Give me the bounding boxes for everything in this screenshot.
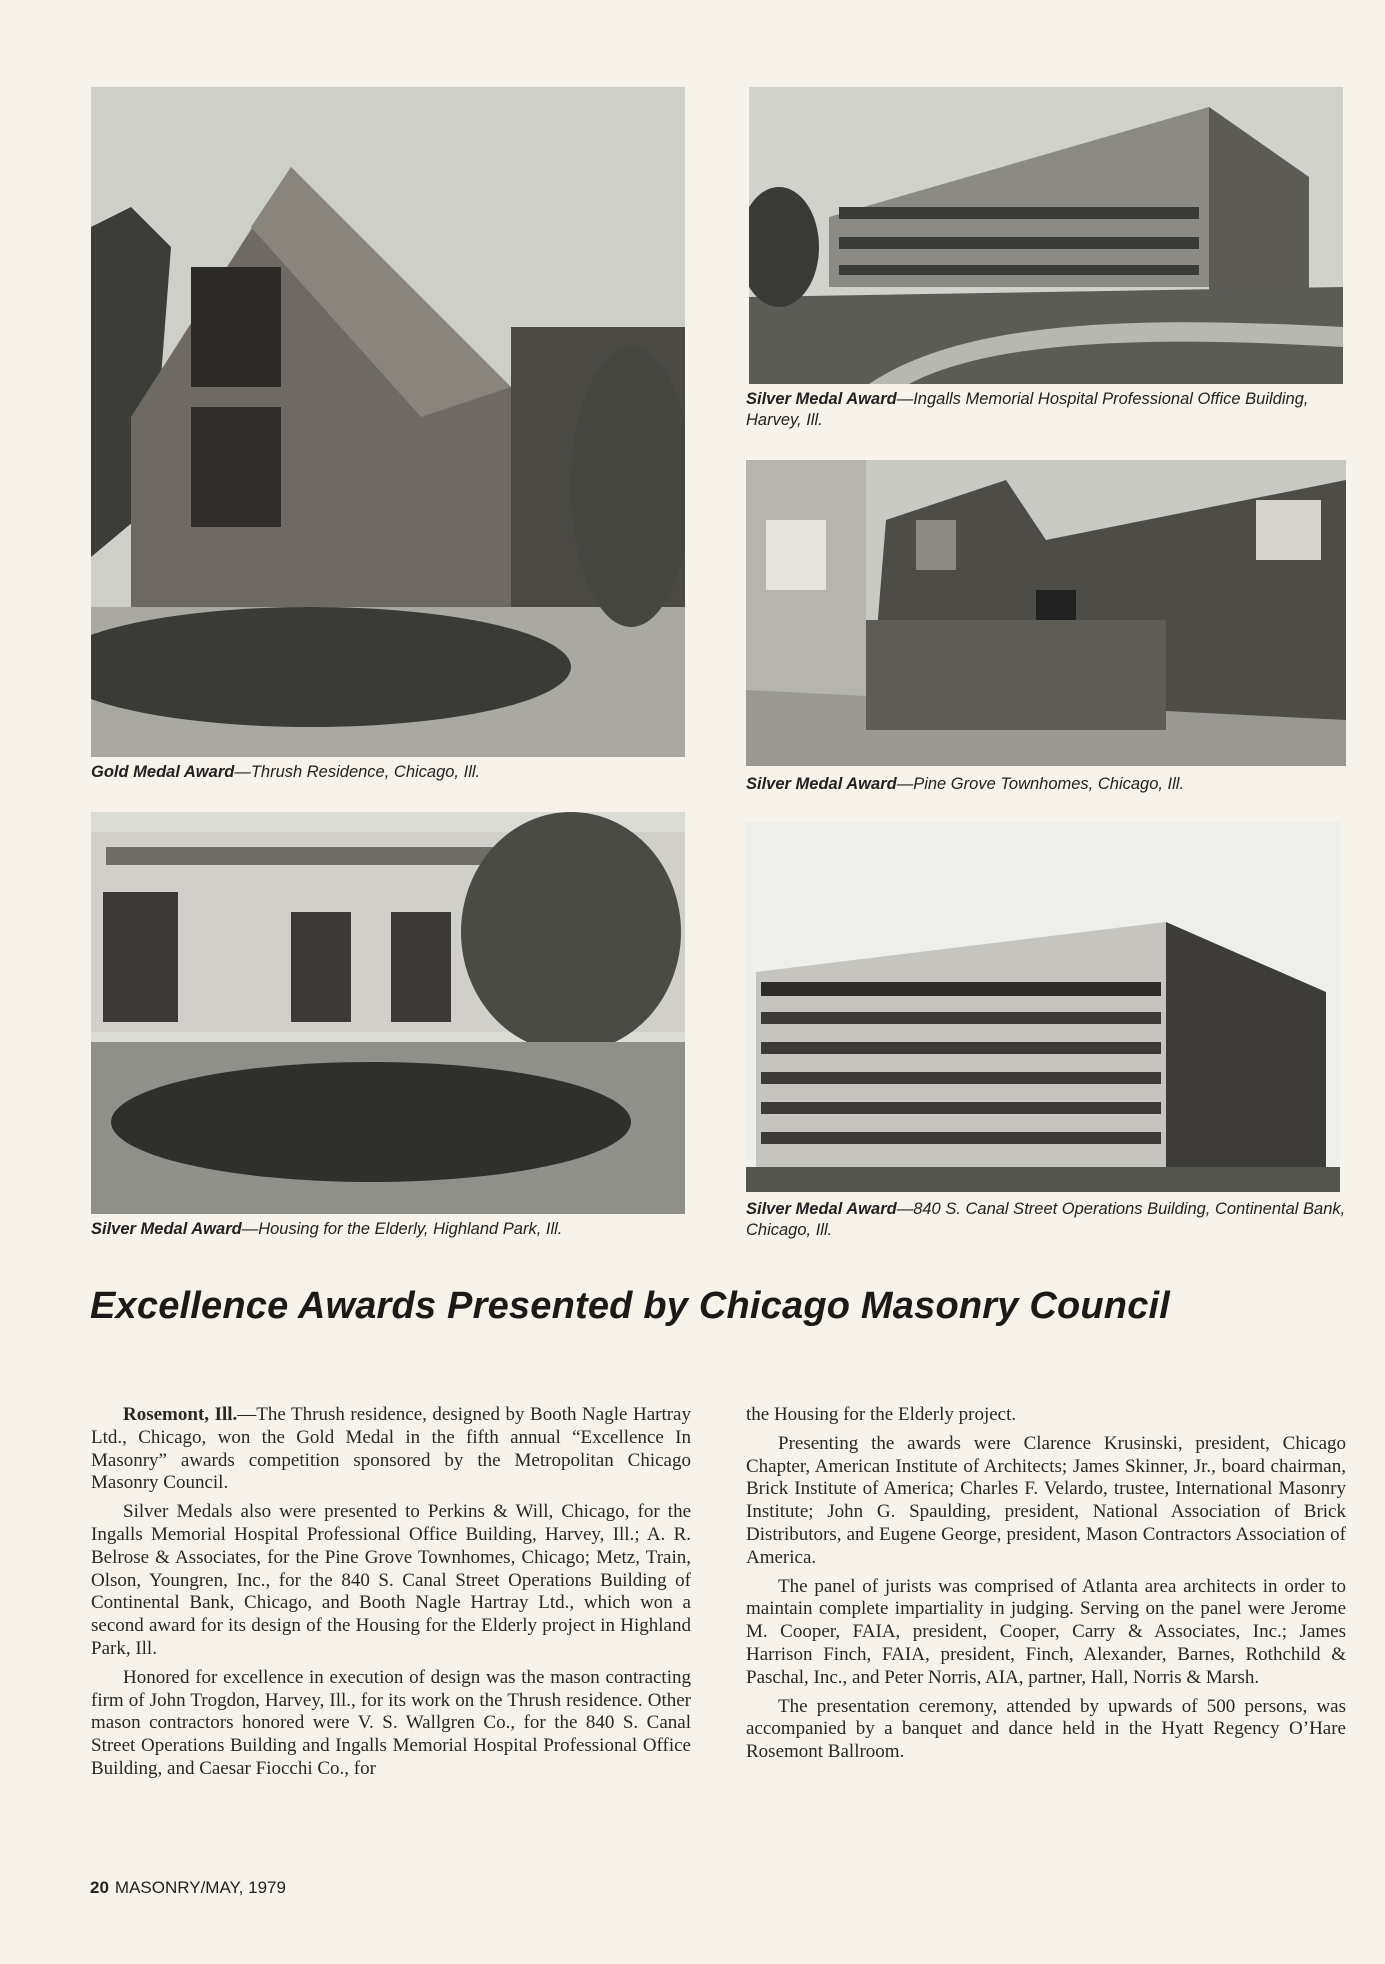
photo-canal-street-building	[746, 822, 1340, 1192]
caption-housing-elderly: Silver Medal Award—Housing for the Elderly, Highland Park, Ill.	[91, 1220, 563, 1238]
dateline: Rosemont, Ill.	[123, 1404, 238, 1425]
photo-ingalls-building	[749, 87, 1343, 384]
article-paragraph: Silver Medals also were presented to Perkins & Will, Chicago, for the Ingalls Memorial Hospital Professional Office Building, Harvey, Ill.; A. R. Belrose & Associates, for the Pine Grove Townhomes, Chicago; Metz, Train, Olson, Youngren, Inc., for the 840 S. Canal Street Operations Building of Continental Bank, Chicago, and Booth Nagle Hartray Ltd., which won a second award for its design of the Housing for the Elderly project in Highland Park, Ill.	[91, 1501, 691, 1659]
caption-thrush-residence: Gold Medal Award—Thrush Residence, Chicago, Ill.	[91, 763, 481, 781]
publication-info: MASONRY/MAY, 1979	[114, 1878, 286, 1897]
caption-canal-street-building: Silver Medal Award—840 S. Canal Street Operations Building, Continental Bank, Chicago, Ill.	[746, 1200, 1346, 1239]
photo-housing-elderly	[91, 812, 685, 1214]
page-number: 20	[90, 1878, 109, 1897]
photo-thrush-residence	[91, 87, 685, 757]
article-column-right	[746, 1404, 1346, 1770]
page-footer	[90, 1878, 286, 1898]
article-headline: Excellence Awards Presented by Chicago Masonry Council	[90, 1285, 1171, 1327]
caption-ingalls-building: Silver Medal Award—Ingalls Memorial Hospital Professional Office Building, Harvey, Ill.	[746, 390, 1309, 429]
article-paragraph: the Housing for the Elderly project.	[746, 1404, 1017, 1425]
photo-pine-grove-townhomes	[746, 460, 1346, 766]
article-paragraph: The presentation ceremony, attended by upwards of 500 persons, was accompanied by a banquet and dance held in the Hyatt Regency O’Hare Rosemont Ballroom.	[746, 1695, 1346, 1763]
article-column-left	[91, 1404, 691, 1787]
article-paragraph: Presenting the awards were Clarence Krusinski, president, Chicago Chapter, American Institute of Architects; James Skinner, Jr., board chairman, Brick Institute of America; Charles F. Velardo, trustee, International Masonry Institute; John G. Spaulding, president, National Association of Brick Distributors, and Eugene George, president, Mason Contractors Association of America.	[746, 1432, 1346, 1568]
article-paragraph: The panel of jurists was comprised of Atlanta area architects in order to maintain complete impartiality in judging. Serving on the panel were Jerome M. Cooper, FAIA, president, Cooper, Carry & Associates, Inc.; James Harrison Finch, FAIA, president, Finch, Alexander, Barnes, Rothchild & Paschal, Inc., and Peter Norris, AIA, partner, Hall, Norris & Marsh.	[746, 1575, 1346, 1688]
article-paragraph: Rosemont, Ill.—The Thrush residence, designed by Booth Nagle Hartray Ltd., Chicago, won the Gold Medal in the fifth annual “Excellence In Masonry” awards competition sponsored by the Metropolitan Chicago Masonry Council.	[91, 1404, 691, 1494]
caption-pine-grove-townhomes: Silver Medal Award—Pine Grove Townhomes, Chicago, Ill.	[746, 775, 1185, 793]
article-paragraph: Honored for excellence in execution of design was the mason contracting firm of John Trogdon, Harvey, Ill., for its work on the Thrush residence. Other mason contractors honored were V. S. Wallgren Co., for the 840 S. Canal Street Operations Building and Ingalls Memorial Hospital Professional Office Building, and Caesar Fiocchi Co., for	[91, 1666, 691, 1779]
